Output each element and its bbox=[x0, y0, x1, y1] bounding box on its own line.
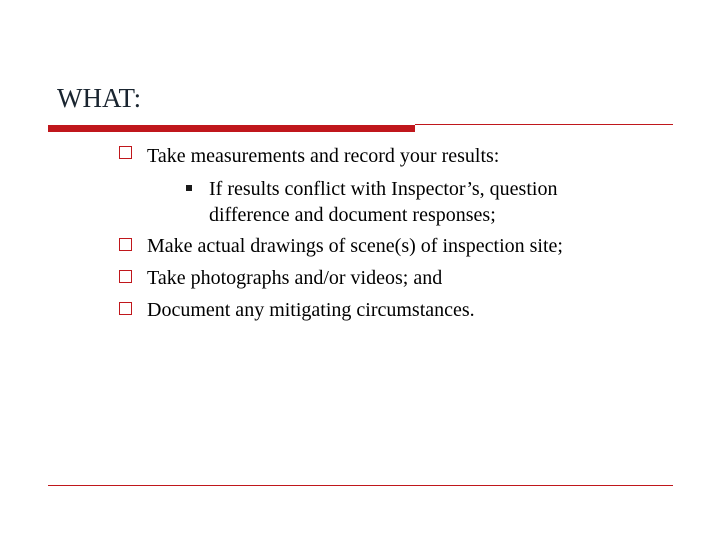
bullet-text: Take photographs and/or videos; and bbox=[147, 267, 443, 289]
sub-bullet-text-line1: If results conflict with Inspector’s, question bbox=[209, 178, 558, 200]
title-underline-thick bbox=[48, 125, 415, 132]
bullet-text: Document any mitigating circumstances. bbox=[147, 299, 475, 321]
bullet-text: Make actual drawings of scene(s) of inspection site; bbox=[147, 235, 563, 257]
hollow-square-bullet-icon bbox=[119, 238, 132, 251]
footer-divider bbox=[48, 485, 673, 486]
hollow-square-bullet-icon bbox=[119, 302, 132, 315]
hollow-square-bullet-icon bbox=[119, 270, 132, 283]
slide-title: WHAT: bbox=[57, 83, 142, 113]
title-underline-thin bbox=[415, 124, 673, 125]
bullet-text: Take measurements and record your results: bbox=[147, 145, 500, 167]
sub-bullet-text-line2: difference and document responses; bbox=[209, 204, 496, 226]
hollow-square-bullet-icon bbox=[119, 146, 132, 159]
filled-square-bullet-icon bbox=[186, 185, 192, 191]
